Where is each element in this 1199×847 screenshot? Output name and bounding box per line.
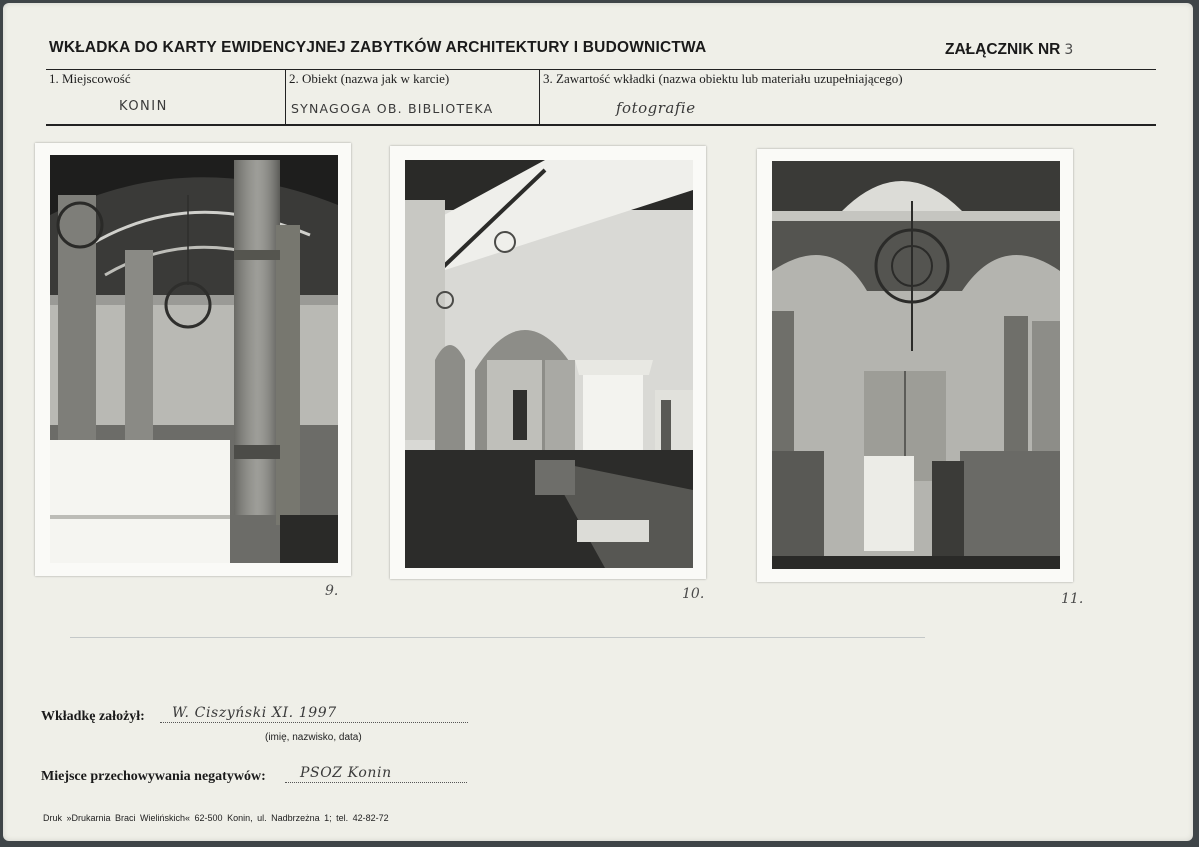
sheet-title: WKŁADKA DO KARTY EWIDENCYJNEJ ZABYTKÓW ARCHITEKTURY I BUDOWNICTWA — [49, 39, 707, 56]
table-divider-2 — [539, 69, 540, 125]
photo-11 — [772, 161, 1060, 569]
printer-note: Druk »Drukarnia Braci Wielińskich« 62-500 Konin, ul. Nadbrzeżna 1; tel. 42-82-72 — [43, 813, 389, 823]
photo-10 — [405, 160, 693, 568]
author-caption: (imię, nazwisko, data) — [265, 732, 362, 743]
author-dotted-line — [160, 722, 468, 723]
storage-value: PSOZ Konin — [300, 765, 392, 781]
photo-number-9: 9. — [325, 583, 339, 599]
annex-number: 3 — [1064, 42, 1075, 58]
photo-number-11: 11. — [1061, 591, 1084, 607]
photo-frame-10 — [390, 146, 706, 579]
annex-label-text: ZAŁĄCZNIK NR — [945, 41, 1061, 58]
table-top-rule — [46, 69, 1156, 70]
separator-rule — [70, 637, 925, 638]
place-label: 1. Miejscowość — [49, 71, 131, 86]
object-value: SYNAGOGA OB. BIBLIOTEKA — [291, 101, 494, 116]
content-label: 3. Zawartość wkładki (nazwa obiektu lub materiału uzupełniającego) — [543, 71, 903, 86]
photo-frame-9 — [35, 143, 351, 576]
record-sheet — [3, 3, 1193, 841]
table-bottom-rule — [46, 124, 1156, 126]
photo-number-10: 10. — [682, 586, 705, 602]
author-label: Wkładkę założył: — [41, 709, 145, 724]
table-divider-1 — [285, 69, 286, 125]
storage-dotted-line — [285, 782, 467, 783]
photo-frame-11 — [757, 149, 1073, 582]
photo-9 — [50, 155, 338, 563]
object-label: 2. Obiekt (nazwa jak w karcie) — [289, 71, 450, 86]
content-value: fotografie — [616, 99, 696, 117]
storage-label: Miejsce przechowywania negatywów: — [41, 769, 266, 784]
place-value: KONIN — [119, 99, 168, 114]
annex-label — [945, 41, 1075, 59]
author-value: W. Ciszyński XI. 1997 — [172, 705, 337, 721]
